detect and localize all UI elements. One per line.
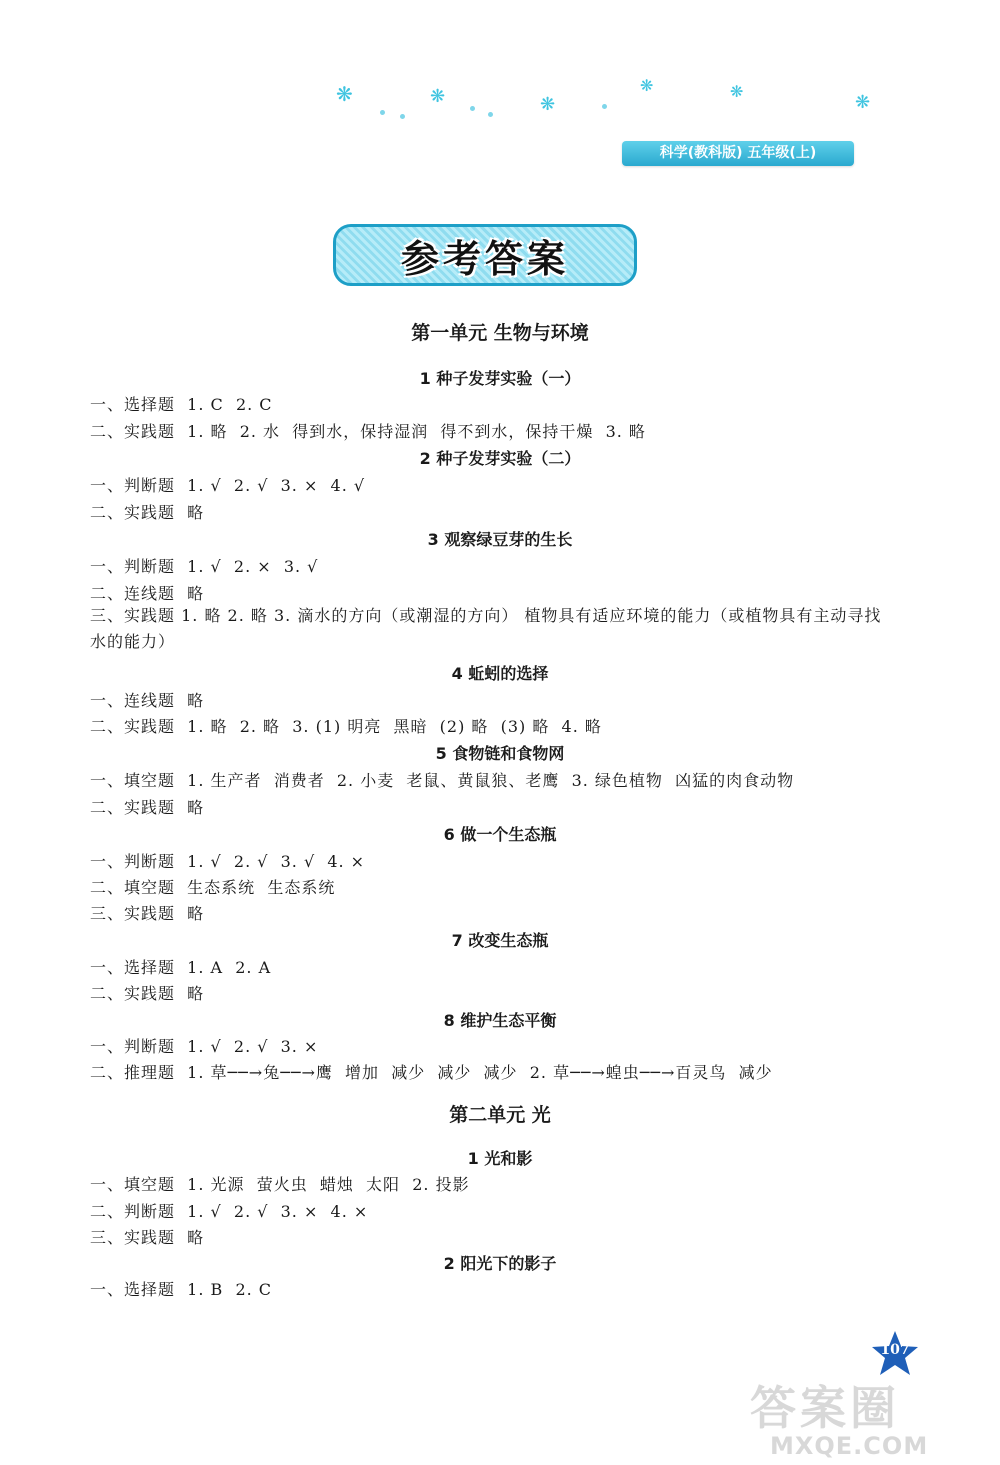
answer-line: 二、填空题 生态系统 生态系统 <box>90 878 336 897</box>
answer-line: 二、实践题 1. 略 2. 略 3. (1) 明亮 黑暗 (2) 略 (3) 略 4. 略 <box>90 717 602 736</box>
answer-line: 三、实践题 1. 略 2. 略 3. 滴水的方向（或潮湿的方向） 植物具有适应环境的能力（或植物具有主动寻找水的能力） <box>90 606 882 651</box>
watermark-logo: 答案圈 <box>750 1381 900 1435</box>
section-title: 7 改变生态瓶 <box>451 931 549 950</box>
snowflake-icon: ❋ <box>540 94 556 115</box>
answer-line: 一、连线题 略 <box>90 691 205 710</box>
answer-line: 一、填空题 1. 光源 萤火虫 蜡烛 太阳 2. 投影 <box>90 1175 470 1194</box>
snowflake-icon: ❋ <box>855 92 871 113</box>
answer-line: 一、选择题 1. C 2. C <box>90 395 273 414</box>
page-title: 参考答案 <box>400 236 569 281</box>
answer-line: 一、填空题 1. 生产者 消费者 2. 小麦 老鼠、黄鼠狼、老鹰 3. 绿色植物 凶猛的肉食动物 <box>90 771 795 790</box>
dot-decoration <box>488 112 493 117</box>
section-title: 6 做一个生态瓶 <box>443 825 557 844</box>
answer-line: 二、实践题 1. 略 2. 水 得到水，保持湿润 得不到水，保持干燥 3. 略 <box>90 422 646 441</box>
subject-badge: 科学(教科版) 五年级(上) <box>622 141 854 166</box>
dot-decoration <box>602 104 607 109</box>
header-decoration <box>320 70 880 140</box>
section-title: 8 维护生态平衡 <box>443 1011 557 1030</box>
section-title: 1 光和影 <box>467 1149 533 1168</box>
section-title: 2 阳光下的影子 <box>443 1254 557 1273</box>
answer-line: 二、实践题 略 <box>90 984 205 1003</box>
snowflake-icon: ❋ <box>336 82 353 106</box>
section-title: 5 食物链和食物网 <box>435 744 565 763</box>
answer-line: 一、判断题 1. √ 2. √ 3. × <box>90 1037 319 1056</box>
page-number: 107 <box>880 1342 910 1358</box>
answer-line: 二、实践题 略 <box>90 503 205 522</box>
answer-line: 二、实践题 略 <box>90 798 205 817</box>
dot-decoration <box>380 110 385 115</box>
answer-line: 一、选择题 1. B 2. C <box>90 1280 273 1299</box>
watermark-url: MXQE.COM <box>770 1432 929 1460</box>
section-title: 4 蚯蚓的选择 <box>451 664 549 683</box>
answer-line: 二、连线题 略 <box>90 584 205 603</box>
section-title: 2 种子发芽实验（二） <box>419 449 581 468</box>
section-title: 1 种子发芽实验（一） <box>419 369 581 388</box>
snowflake-icon: ❋ <box>640 76 654 95</box>
answer-line: 一、判断题 1. √ 2. √ 3. × 4. √ <box>90 476 366 495</box>
answer-line: 一、判断题 1. √ 2. √ 3. √ 4. × <box>90 852 366 871</box>
answer-line: 一、判断题 1. √ 2. × 3. √ <box>90 557 319 576</box>
unit-title: 第二单元 光 <box>449 1104 551 1126</box>
snowflake-icon: ❋ <box>430 86 446 107</box>
answer-line: 二、推理题 1. 草──→兔──→鹰 增加 减少 减少 减少 2. 草──→蝗虫──→百灵鸟 减少 <box>90 1063 773 1082</box>
unit-title: 第一单元 生物与环境 <box>411 322 589 344</box>
answer-line: 三、实践题 略 <box>90 1228 205 1247</box>
answer-line: 三、实践题 略 <box>90 904 205 923</box>
dot-decoration <box>470 106 475 111</box>
snowflake-icon: ❋ <box>730 82 744 101</box>
answer-line: 一、选择题 1. A 2. A <box>90 958 272 977</box>
answer-line: 二、判断题 1. √ 2. √ 3. × 4. × <box>90 1202 369 1221</box>
watermark <box>740 1372 990 1462</box>
answers-title-box <box>333 224 637 286</box>
section-title: 3 观察绿豆芽的生长 <box>427 530 573 549</box>
dot-decoration <box>400 114 405 119</box>
